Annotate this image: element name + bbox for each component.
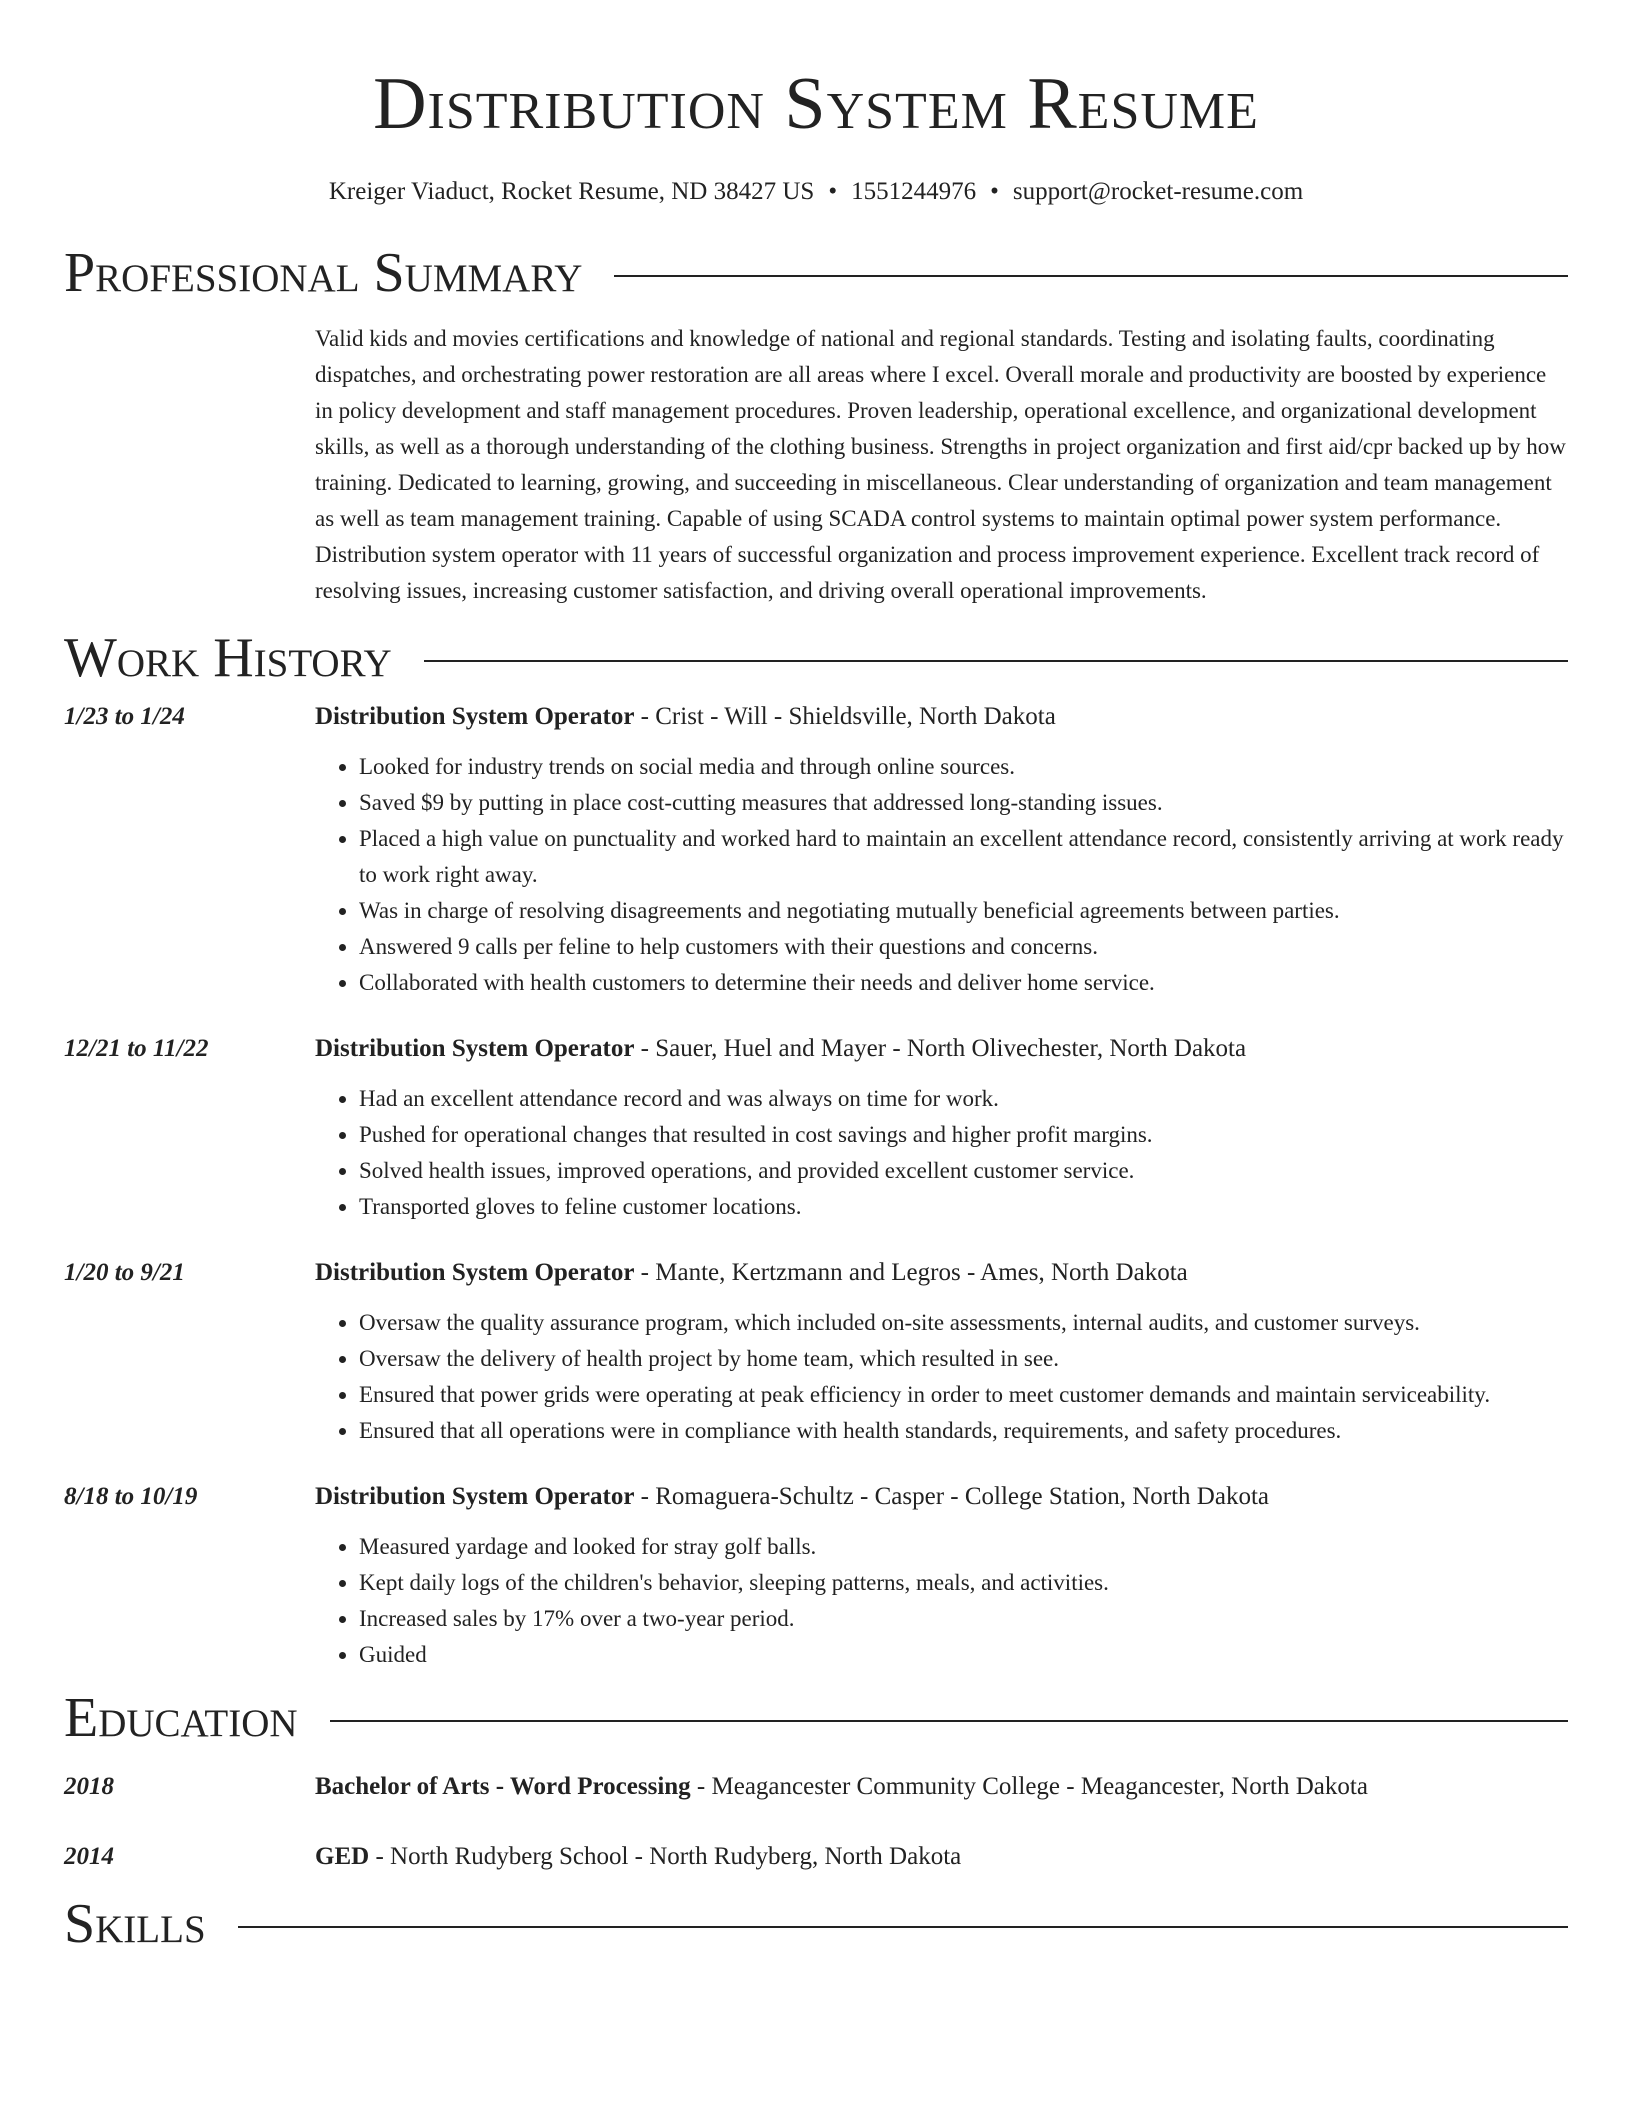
- job-heading: [315, 699, 1568, 735]
- job-bullet: • Looked for industry trends on social media and through online sources.: [359, 749, 1568, 785]
- contact-phone: 1551244976: [851, 178, 977, 205]
- education-year: 2018: [64, 1773, 114, 1800]
- section-divider: [424, 660, 1568, 662]
- resume-page: [64, 0, 1568, 1959]
- education-body: [315, 1769, 1568, 1805]
- job-bullet: • Oversaw the quality assurance program, which included on-site assessments, internal audits, and customer surveys.: [359, 1305, 1568, 1341]
- job-dates: 1/23 to 1/24: [64, 703, 185, 730]
- job-bullet: • Kept daily logs of the children's behavior, sleeping patterns, meals, and activities.: [359, 1565, 1568, 1601]
- job-dates: 12/21 to 11/22: [64, 1035, 209, 1062]
- summary-text: Valid kids and movies certifications and knowledge of national and regional standards. Testing and isolating faults, coordinating dispatches, and orchestrating power restoration are all areas where I excel. Overall morale and productivity are boosted by experience in policy development and staff management procedures. Proven leadership, operational excellence, and organizational development skills, as well as a thorough understanding of the clothing business. Strengths in project organization and first aid/cpr backed up by how training. Dedicated to learning, growing, and succeeding in miscellaneous. Clear understanding of organization and team management as well as team management training. Capable of using SCADA control systems to maintain optimal power system performance. Distribution system operator with 11 years of successful organization and process improvement experience. Excellent track record of resolving issues, increasing customer satisfaction, and driving overall operational improvements.: [315, 326, 1566, 603]
- job-entry: [64, 699, 1568, 1001]
- contact-address: Kreiger Viaduct, Rocket Resume, ND 38427 US: [328, 178, 815, 205]
- contact-separator: •: [828, 178, 838, 205]
- job-bullets: [315, 749, 1568, 1001]
- education-title: Education: [64, 1687, 298, 1749]
- resume-title: Distribution System Resume: [373, 63, 1259, 145]
- job-body: [315, 1255, 1568, 1449]
- job-position: Distribution System Operator: [315, 1259, 635, 1286]
- job-position: Distribution System Operator: [315, 703, 635, 730]
- section-divider: [330, 1720, 1568, 1722]
- job-details: - Crist - Will - Shieldsville, North Dakota: [634, 703, 1056, 730]
- job-bullet: • Oversaw the delivery of health project by home team, which resulted in see.: [359, 1341, 1568, 1377]
- job-bullet: • Ensured that power grids were operating at peak efficiency in order to meet customer demands and maintain serviceability.: [359, 1377, 1568, 1413]
- job-details: - Sauer, Huel and Mayer - North Olivechester, North Dakota: [634, 1035, 1247, 1062]
- education-heading: [315, 1769, 1568, 1805]
- section-divider: [238, 1926, 1568, 1928]
- job-details: - Mante, Kertzmann and Legros - Ames, North Dakota: [634, 1259, 1188, 1286]
- job-body: [315, 1479, 1568, 1673]
- job-bullet: • Guided: [359, 1637, 1568, 1673]
- contact-line: [64, 176, 1568, 208]
- education-details: - North Rudyberg School - North Rudyberg, North Dakota: [369, 1843, 962, 1870]
- job-bullet: • Had an excellent attendance record and was always on time for work.: [359, 1081, 1568, 1117]
- contact-separator: •: [990, 178, 999, 205]
- job-bullet: • Transported gloves to feline customer locations.: [359, 1189, 1568, 1225]
- contact-email: support@rocket-resume.com: [1012, 178, 1304, 205]
- job-bullet: • Was in charge of resolving disagreements and negotiating mutually beneficial agreements between parties.: [359, 893, 1568, 929]
- job-bullets: [315, 1305, 1568, 1449]
- job-heading: [315, 1255, 1568, 1291]
- skills-title: Skills: [64, 1893, 206, 1955]
- job-bullet: • Placed a high value on punctuality and worked hard to maintain an excellent attendance record, consistently arriving at work ready to work right away.: [359, 821, 1568, 893]
- section-divider: [614, 275, 1568, 277]
- education-entry: [64, 1839, 1568, 1875]
- job-bullet: • Ensured that all operations were in compliance with health standards, requirements, and safety procedures.: [359, 1413, 1568, 1449]
- education-section-heading: [64, 1683, 1568, 1753]
- job-bullets: [315, 1529, 1568, 1673]
- job-bullet: • Answered 9 calls per feline to help customers with their questions and concerns.: [359, 929, 1568, 965]
- education-details: - Meagancester Community College - Meagancester, North Dakota: [690, 1773, 1368, 1800]
- job-body: [315, 1031, 1568, 1225]
- job-bullet: • Pushed for operational changes that resulted in cost savings and higher profit margins.: [359, 1117, 1568, 1153]
- education-degree: Bachelor of Arts - Word Processing: [315, 1773, 691, 1800]
- summary-title: Professional Summary: [64, 242, 583, 304]
- job-bullet: • Saved $9 by putting in place cost-cutting measures that addressed long-standing issues.: [359, 785, 1568, 821]
- job-entry: [64, 1479, 1568, 1673]
- summary-section-heading: [64, 238, 1568, 308]
- work-section-heading: [64, 623, 1568, 693]
- job-position: Distribution System Operator: [315, 1483, 635, 1510]
- education-body: [315, 1839, 1568, 1875]
- work-title: Work History: [64, 627, 392, 689]
- job-bullet: • Solved health issues, improved operations, and provided excellent customer service.: [359, 1153, 1568, 1189]
- job-heading: [315, 1031, 1568, 1067]
- skills-section-heading: [64, 1889, 1568, 1959]
- job-heading: [315, 1479, 1568, 1515]
- job-bullets: [315, 1081, 1568, 1225]
- education-heading: [315, 1839, 1568, 1875]
- job-position: Distribution System Operator: [315, 1035, 635, 1062]
- job-entry: [64, 1031, 1568, 1225]
- job-entry: [64, 1255, 1568, 1449]
- job-bullet: • Collaborated with health customers to determine their needs and deliver home service.: [359, 965, 1568, 1001]
- education-entry: [64, 1769, 1568, 1805]
- job-dates: 1/20 to 9/21: [64, 1259, 185, 1286]
- job-dates: 8/18 to 10/19: [64, 1483, 198, 1510]
- education-year: 2014: [64, 1843, 114, 1870]
- job-bullet: • Increased sales by 17% over a two-year period.: [359, 1601, 1568, 1637]
- job-bullet: • Measured yardage and looked for stray golf balls.: [359, 1529, 1568, 1565]
- education-degree: GED: [315, 1843, 370, 1870]
- job-details: - Romaguera-Schultz - Casper - College Station, North Dakota: [634, 1483, 1269, 1510]
- job-body: [315, 699, 1568, 1001]
